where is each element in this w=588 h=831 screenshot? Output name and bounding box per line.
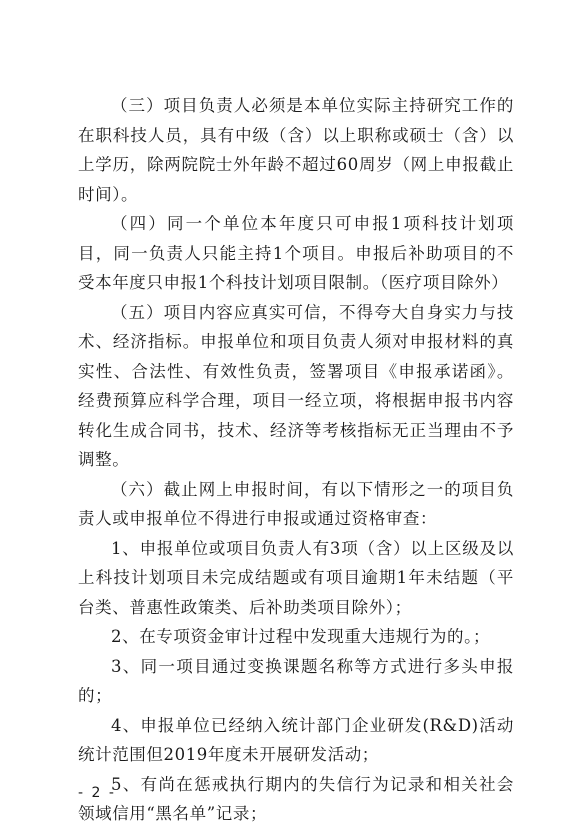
list-item-1-unfinished-projects: 1、申报单位或项目负责人有3项（含）以上区级及以上科技计划项目未完成结题或有项目逾期1年未结题（平台类、普惠性政策类、后补助类项目除外）；	[78, 538, 514, 617]
document-body	[78, 91, 514, 829]
list-item-5-blacklist: 5、有尚在惩戒执行期内的失信行为记录和相关社会领域信用“黑名单”记录；	[78, 774, 514, 823]
list-item-3-duplicate-submission: 3、同一项目通过变换课题名称等方式进行多头申报的；	[78, 656, 514, 705]
paragraph-6-disqualification: （六）截止网上申报时间，有以下情形之一的项目负责人或申报单位不得进行申报或通过资格审查：	[78, 479, 514, 528]
paragraph-3-project-leader: （三）项目负责人必须是本单位实际主持研究工作的在职科技人员，具有中级（含）以上职称或硕士（含）以上学历，除两院院士外年龄不超过60周岁（网上申报截止时间）。	[78, 96, 514, 204]
paragraph-5-authenticity: （五）项目内容应真实可信，不得夸大自身实力与技术、经济指标。申报单位和项目负责人须对申报材料的真实性、合法性、有效性负责，签署项目《申报承诺函》。经费预算应科学合理，项目一经立项，将根据申报书内容转化生成合同书，技术、经济等考核指标无正当理由不予调整。	[78, 302, 514, 469]
list-item-2-audit-violation: 2、在专项资金审计过程中发现重大违规行为的。；	[111, 627, 491, 646]
list-item-4-no-rd-activity: 4、申报单位已经纳入统计部门企业研发(R&D)活动统计范围但2019年度未开展研发活动；	[78, 715, 514, 764]
page-number: - 2 -	[78, 785, 116, 801]
paragraph-4-one-project-limit: （四）同一个单位本年度只可申报1项科技计划项目，同一负责人只能主持1个项目。申报后补助项目的不受本年度只申报1个科技计划项目限制。（医疗项目除外）	[78, 214, 514, 292]
